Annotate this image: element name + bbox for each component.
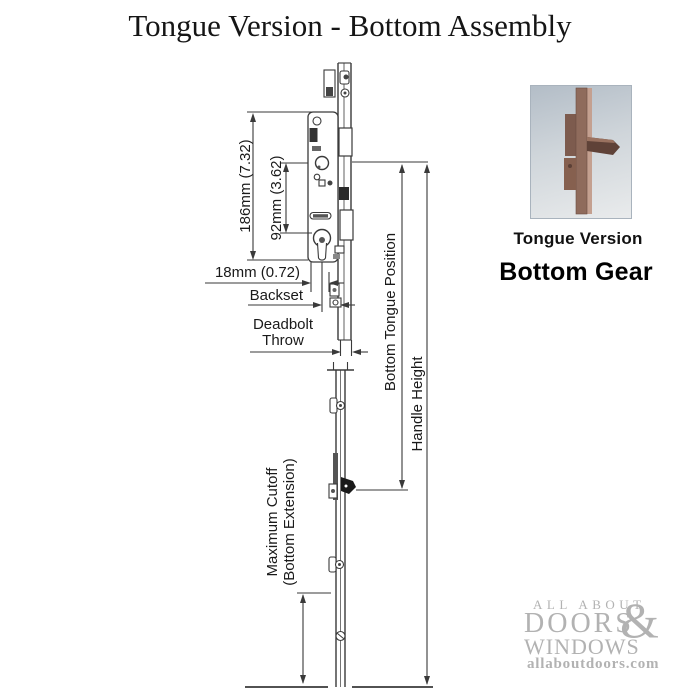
dim-label-186: 186mm (7.32)	[237, 139, 254, 233]
watermark-all-about: ALL ABOUT	[533, 597, 646, 612]
tongue-gear-photo-art	[531, 86, 629, 216]
product-subcaption: Bottom Gear	[499, 258, 653, 286]
watermark-website: allaboutdoors.com	[527, 656, 660, 672]
gearbox-body	[308, 112, 338, 262]
deadbolt-extension-lines	[341, 340, 352, 356]
product-photo	[530, 85, 632, 219]
dim-label-backset: Backset	[249, 287, 303, 304]
product-caption: Tongue Version	[513, 229, 643, 248]
watermark-windows: WINDOWS	[524, 634, 640, 659]
dim-label-maximum-cutoff: Maximum Cutoff (Bottom Extension)	[264, 458, 298, 586]
lower-rail-components	[329, 398, 356, 641]
bottom-tongue	[341, 477, 356, 494]
top-cam-and-rollers	[324, 70, 349, 97]
upper-bracket	[565, 114, 576, 156]
dim-label-handle-height: Handle Height	[409, 356, 426, 452]
dim-label-bottom-tongue-position: Bottom Tongue Position	[382, 232, 399, 392]
dim-label-92: 92mm (3.62)	[268, 155, 285, 241]
lower-bracket	[564, 158, 576, 190]
dim-label-deadbolt-throw: Deadbolt Throw	[252, 316, 314, 349]
watermark-ampersand-icon: &	[620, 592, 659, 648]
rail-bar	[576, 88, 587, 214]
dimension-max-cutoff	[297, 593, 331, 683]
dim-label-18mm: 18mm (0.72)	[214, 264, 300, 281]
watermark-doors: DOORS	[524, 608, 634, 639]
page-title: Tongue Version - Bottom Assembly	[128, 8, 572, 43]
